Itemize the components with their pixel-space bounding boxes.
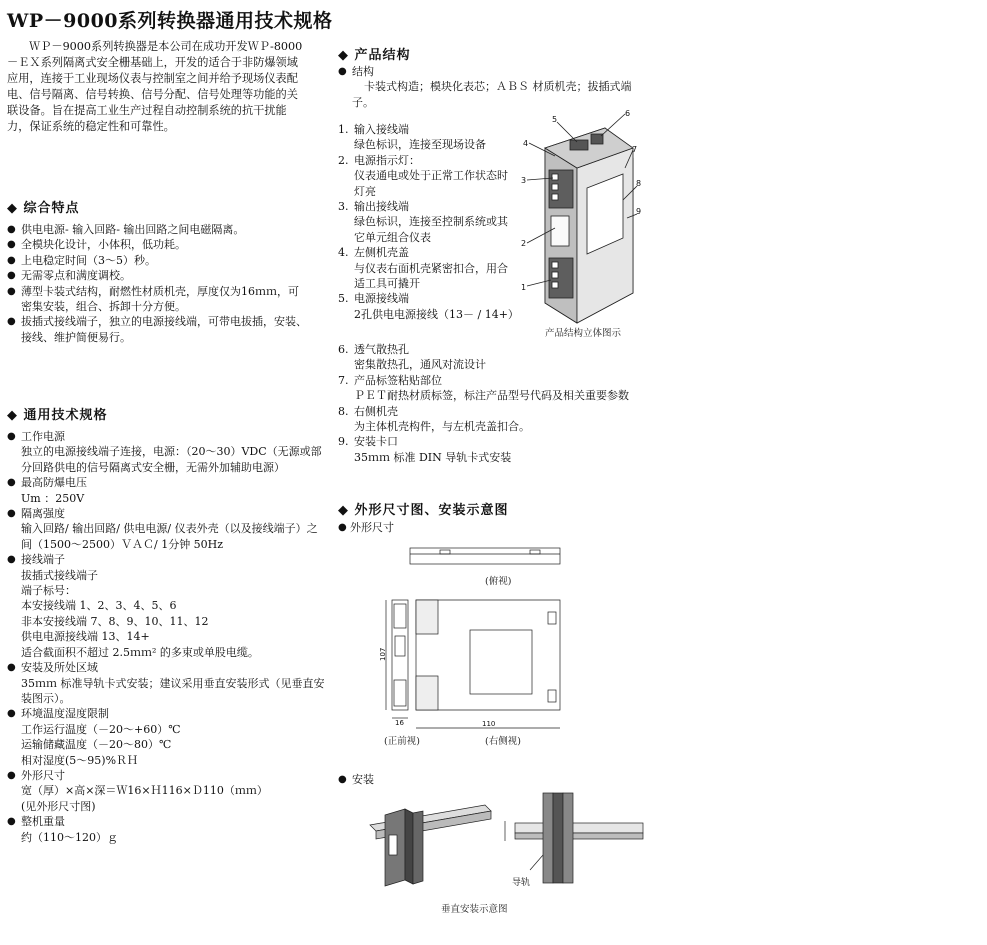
callout-3: 3 [521, 176, 527, 185]
dim-height-label: 107 [379, 647, 387, 661]
part-desc: 为主体机壳构件，与左机壳盖扣合。 [354, 420, 530, 434]
spec-label: ● 工作电源 [7, 429, 327, 444]
spec-label: ● 接线端子 [7, 552, 327, 567]
part-item [338, 122, 518, 153]
part-name: 左侧机壳盖 [354, 246, 409, 260]
structure-parts-top [338, 122, 518, 322]
install-drawing [365, 785, 645, 905]
spec-line: 拔插式接线端子 [21, 568, 98, 582]
top-view-label: (俯视) [485, 576, 512, 587]
spec-line: 运输储藏温度（－20～80）℃ [21, 738, 172, 752]
specs-heading: ◆ 通用技术规格 [7, 408, 108, 423]
part-name: 输入接线端 [354, 123, 409, 136]
feature-item: ● 无需零点和满度调校。 [7, 268, 307, 283]
page-title: WP－9000系列转换器通用技术规格 [7, 10, 333, 32]
part-number: 5. [338, 292, 349, 306]
spec-label: ● 环境温度湿度限制 [7, 706, 327, 721]
part-desc: 密集散热孔，通风对流设计 [354, 358, 486, 372]
part-name: 产品标签粘贴部位 [354, 373, 442, 387]
dim-depth-label: 110 [482, 720, 496, 728]
side-view-label: (右侧视) [485, 736, 521, 747]
diamond-icon: ◆ [7, 201, 24, 216]
spec-line: 适合截面积不超过 2.5ｍｍ² 的多束或单股电缆。 [21, 645, 259, 659]
part-desc: 绿色标识，连接至控制系统或其它单元组合仪表 [354, 215, 508, 244]
spec-line: 工作运行温度（－20～+60）℃ [21, 722, 181, 736]
spec-label: ● 隔离强度 [7, 506, 327, 521]
callout-2: 2 [521, 239, 527, 248]
part-number: 6. [338, 343, 349, 356]
dimension-drawing [380, 540, 570, 750]
part-desc: 绿色标识，连接至现场设备 [354, 138, 486, 152]
dim-width-label: 16 [395, 719, 404, 727]
callout-4: 4 [523, 139, 529, 148]
feature-item: ● 薄型卡装式结构，耐燃性材质机壳，厚度仅为16ｍｍ，可密集安装，组合、拆卸十分方便。 [7, 284, 307, 315]
part-number: 3. [338, 200, 349, 214]
features-list [7, 222, 307, 345]
spec-line: Um ：250V [21, 491, 85, 505]
diamond-icon: ◆ [7, 408, 24, 423]
spec-line: 独立的电源接线端子连接，电源：（20～30）VDC（无源或部分回路供电的信号隔离式安全栅，无需外加辅助电源） [21, 445, 322, 474]
spec-label: ● 最高防爆电压 [7, 475, 327, 490]
part-name: 输出接线端 [354, 200, 409, 214]
part-item [338, 245, 518, 291]
part-item [338, 404, 643, 435]
part-number: 7. [338, 373, 349, 387]
structure-desc: 卡装式构造；模块化表芯；ＡＢＳ 材质机壳；拔插式端子。 [352, 80, 632, 109]
dimensions-heading: ◆ 外形尺寸图、安装示意图 [338, 503, 509, 518]
feature-item: ● 供电电源- 输入回路- 输出回路之间电磁隔离。 [7, 222, 307, 237]
part-item [338, 342, 643, 373]
figure-caption: 产品结构立体图示 [545, 328, 622, 339]
feature-item: ● 上电稳定时间（3～5）秒。 [7, 253, 307, 268]
part-name: 电源接线端 [354, 292, 409, 306]
part-item [338, 153, 518, 199]
spec-line: 非本安接线端 7、8、9、10、11、12 [21, 614, 209, 628]
spec-line: 输入回路/ 输出回路/ 供电电源/ 仪表外壳（以及接线端子）之间（1500～2500）ＶＡＣ/ 1分钟 50Hz [21, 522, 318, 551]
part-desc: 2孔供电电源接线（13－ / 14+） [354, 307, 519, 321]
structure-bullet: ● 结构 [338, 64, 638, 79]
diamond-icon: ◆ [338, 48, 355, 63]
intro-paragraph: ＷＰ－9000系列转换器是本公司在成功开发ＷＰ-8000－ＥＸ系列隔离式安全栅基础上，开发的适合于非防爆领域应用，连接于工业现场仪表与控制室之间并给予现场仪表配电、信号隔离、信号转换、信号分配、信号处理等功能的关联设备。旨在提高工业生产过程自动控制系统的抗干扰能力，保证系统的稳定性和可靠性。 [7, 40, 303, 133]
spec-label: ● 安装及所处区域 [7, 660, 327, 675]
part-name: 透气散热孔 [354, 343, 409, 356]
part-item [338, 199, 518, 245]
feature-item: ● 拔插式接线端子，独立的电源接线端，可带电拔插，安装、接线、维护简便易行。 [7, 314, 307, 345]
structure-heading: ◆ 产品结构 [338, 48, 411, 63]
front-view-label: (正前视) [384, 736, 420, 747]
spec-line: 供电电源接线端 13、14+ [21, 630, 150, 644]
part-name: 右侧机壳 [354, 404, 398, 418]
spec-line: 本安接线端 1、2、3、4、5、6 [21, 599, 177, 613]
part-desc: 与仪表右面机壳紧密扣合，用合适工具可撬开 [354, 261, 508, 291]
part-item [338, 434, 643, 465]
structure-intro [338, 64, 638, 110]
part-desc: 35ｍｍ 标准 DIN 导轨卡式安装 [354, 450, 512, 464]
spec-line: 35ｍｍ 标准导轨卡式安装；建议采用垂直安装形式（见垂直安装图示）。 [21, 676, 325, 705]
callout-7: 7 [632, 145, 638, 154]
dimensions-bullet: ● 外形尺寸 [338, 520, 987, 535]
rail-label: 导轨 [512, 878, 531, 888]
part-desc: ＰＥＴ耐热材质标签，标注产品型号代码及相关重要参数 [354, 389, 629, 403]
part-name: 安装卡口 [354, 435, 398, 449]
part-desc: 仪表通电或处于正常工作状态时灯亮 [354, 169, 508, 198]
spec-line: 约（110～120）ｇ [21, 830, 118, 844]
features-heading: ◆ 综合特点 [7, 201, 80, 216]
diamond-icon: ◆ [338, 503, 355, 518]
part-number: 9. [338, 435, 349, 449]
callout-1: 1 [521, 283, 527, 292]
spec-line: 相对湿度(5～95)%ＲＨ [21, 753, 139, 767]
part-number: 4. [338, 246, 349, 260]
part-item [338, 373, 643, 404]
spec-line: (见外形尺寸图) [21, 799, 96, 813]
part-number: 1. [338, 123, 349, 136]
callout-5: 5 [552, 115, 558, 124]
specs-list [7, 429, 327, 845]
spec-label: ● 外形尺寸 [7, 768, 327, 783]
install-bullet: ● 安装 [338, 772, 987, 787]
spec-label: ● 整机重量 [7, 814, 327, 829]
callout-9: 9 [636, 207, 642, 216]
part-item [338, 291, 518, 322]
structure-parts-bottom [338, 342, 643, 465]
product-3d-figure [515, 108, 645, 338]
spec-line: 端子标号： [21, 584, 76, 598]
part-name: 电源指示灯： [354, 153, 420, 167]
callout-6: 6 [625, 109, 631, 118]
install-caption: 垂直安装示意图 [441, 904, 508, 915]
part-number: 2. [338, 153, 349, 167]
callout-8: 8 [636, 179, 642, 188]
feature-item: ● 全模块化设计，小体积，低功耗。 [7, 237, 307, 252]
part-number: 8. [338, 404, 349, 418]
spec-line: 宽（厚）×高×深＝Ｗ16×Ｈ116×Ｄ110（ｍｍ） [21, 784, 268, 798]
